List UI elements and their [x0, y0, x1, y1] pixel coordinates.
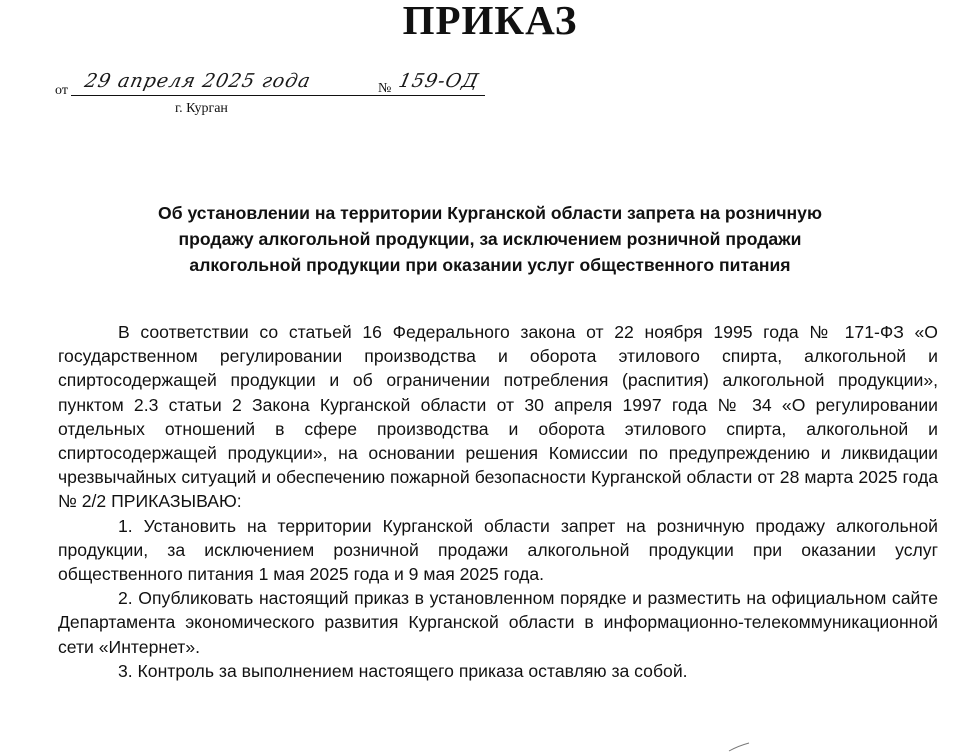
- date-field: [71, 70, 427, 96]
- document-body: [58, 320, 938, 683]
- signature-stroke-mark: [728, 742, 750, 752]
- order-item-1: 1. Установить на территории Курганской области запрет на розничную продажу алкогольной продукции, за исключением розничной продажи алкогольной продукции при оказании услуг общественного питания 1 мая 2025 года и 9 мая 2025 года.: [58, 515, 938, 585]
- number-prefix: №: [378, 81, 392, 96]
- handwritten-number: 159-ОД: [396, 70, 482, 92]
- order-item-2: 2. Опубликовать настоящий приказ в установленном порядке и разместить на официальном сайте Департамента экономического развития Курганской области в информационно-телекоммуникационной сети «Интернет».: [58, 588, 938, 657]
- document-heading: [60, 200, 920, 278]
- heading-line: продажу алкогольной продукции, за исключением розничной продажи: [178, 229, 802, 249]
- preamble-paragraph: В соответствии со статьей 16 Федерального закона от 22 ноября 1995 года № 171-ФЗ «О государственном регулировании производства и оборота этилового спирта, алкогольной и спиртосодержащей продукции и об ограничении потребления (распития) алкогольной продукции», пунктом 2.3 статьи 2 Закона Курганской области от 30 апреля 1997 года № 34 «О регулировании отдельных отношений в сфере производства и оборота этилового спирта, алкогольной и спиртосодержащей продукции», на основании решения Комиссии по предупреждению и ликвидации чрезвычайных ситуаций и обеспечению пожарной безопасности Курганской области от 28 марта 2025 года № 2/2 ПРИКАЗЫВАЮ:: [58, 322, 938, 512]
- date-prefix: от: [55, 83, 68, 98]
- heading-line: Об установлении на территории Курганской области запрета на розничную: [158, 203, 822, 223]
- handwritten-date: 29 апреля 2025 года: [82, 70, 314, 92]
- heading-line: алкогольной продукции при оказании услуг общественного питания: [189, 255, 791, 275]
- city-label: г. Курган: [175, 101, 228, 116]
- document-title: ПРИКАЗ: [402, 0, 578, 43]
- order-item-3: 3. Контроль за выполнением настоящего приказа оставляю за собой.: [118, 660, 688, 681]
- number-field: [396, 70, 485, 96]
